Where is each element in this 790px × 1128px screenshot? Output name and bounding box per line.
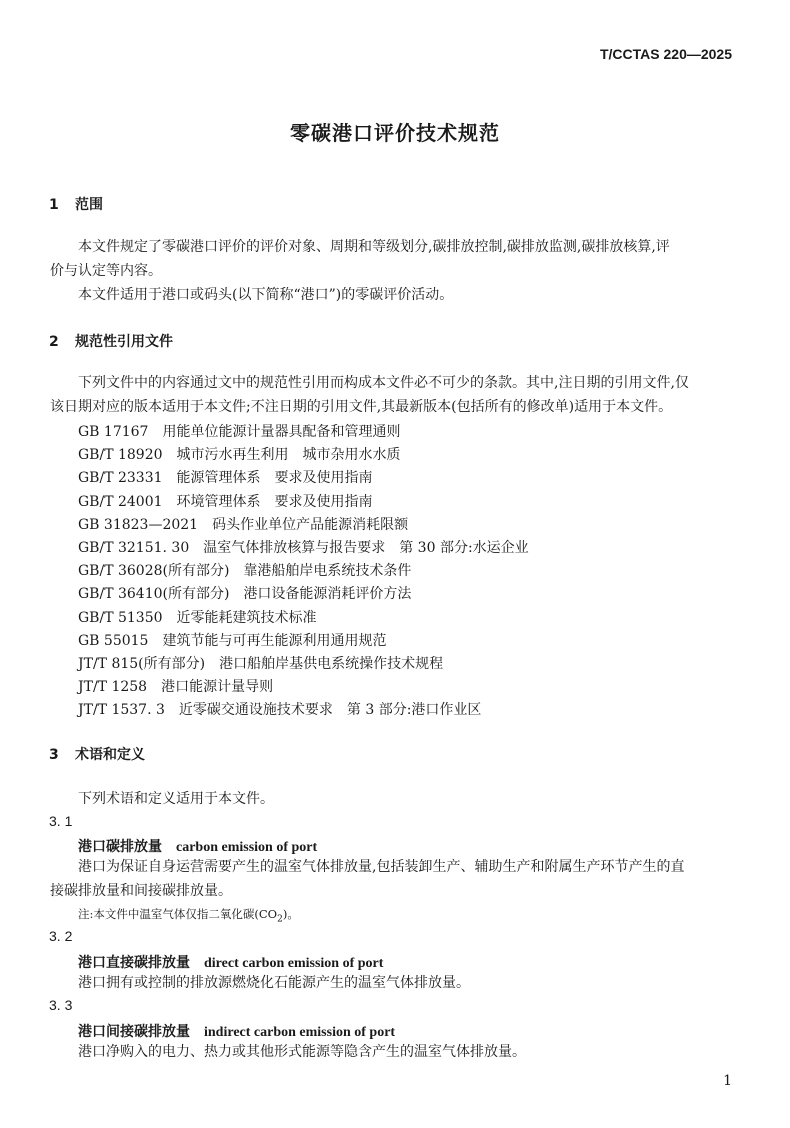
term-number: 3. 2 xyxy=(49,928,73,944)
reference-item xyxy=(78,467,373,487)
reference-code: JT/T 1258 xyxy=(78,679,148,696)
document-code: T/CCTAS 220—2025 xyxy=(599,46,732,62)
definition-line: 接碳排放量和间接碳排放量。 xyxy=(50,883,232,899)
reference-title: 建筑节能与可再生能源利用通用规范 xyxy=(162,632,387,649)
reference-item xyxy=(78,607,317,627)
paragraph-line: 本文件适用于港口或码头(以下简称“港口”)的零碳评价活动。 xyxy=(78,287,454,303)
reference-item xyxy=(78,583,411,603)
paragraph-line: 本文件规定了零碳港口评价的评价对象、周期和等级划分,碳排放控制,碳排放监测,碳排放核算,评 xyxy=(78,239,670,255)
note-text-end: )。 xyxy=(282,907,299,921)
term-en: carbon emission of port xyxy=(176,840,318,855)
reference-item xyxy=(78,537,529,557)
paragraph-line: 下列文件中的内容通过文中的规范性引用而构成本文件必不可少的条款。其中,注日期的引用文件,仅 xyxy=(78,375,689,391)
term-number: 3. 3 xyxy=(49,997,73,1013)
reference-code: GB/T 18920 xyxy=(78,447,163,464)
section-title: 范围 xyxy=(75,197,103,213)
term-en: direct carbon emission of port xyxy=(204,956,384,971)
section-3-heading xyxy=(49,744,145,764)
page-title: 零碳港口评价技术规范 xyxy=(290,121,500,145)
reference-title: 靠港船舶岸电系统技术条件 xyxy=(243,563,412,580)
reference-title: 用能单位能源计量器具配备和管理通则 xyxy=(162,424,401,440)
section-title: 规范性引用文件 xyxy=(75,334,173,350)
reference-code: GB 31823—2021 xyxy=(78,516,199,533)
term-heading xyxy=(78,952,383,972)
section-title: 术语和定义 xyxy=(75,747,145,763)
reference-title: 能源管理体系 要求及使用指南 xyxy=(176,470,373,487)
term-zh: 港口直接碳排放量 xyxy=(78,955,190,971)
reference-title: 港口能源计量导则 xyxy=(161,679,274,696)
reference-title: 港口船舶岸基供电系统操作技术规程 xyxy=(219,656,444,672)
reference-code: GB/T 23331 xyxy=(78,470,163,487)
term-zh: 港口间接碳排放量 xyxy=(78,1024,190,1040)
section-number: 2 xyxy=(49,334,59,350)
term-en: indirect carbon emission of port xyxy=(204,1025,396,1040)
reference-item xyxy=(78,421,400,441)
reference-item xyxy=(78,630,386,650)
reference-item xyxy=(78,699,481,719)
reference-code: GB/T 36028(所有部分) xyxy=(78,563,230,580)
reference-code: JT/T 1537. 3 xyxy=(78,702,165,719)
reference-code: GB/T 51350 xyxy=(78,609,163,626)
reference-code: GB/T 32151. 30 xyxy=(78,540,190,556)
paragraph-line: 该日期对应的版本适用于本文件;不注日期的引用文件,其最新版本(包括所有的修改单)适用于本文件。 xyxy=(50,399,673,415)
term-zh: 港口碳排放量 xyxy=(78,839,162,855)
reference-title: 近零碳交通设施技术要求 第 3 部分:港口作业区 xyxy=(178,702,482,719)
section-number: 1 xyxy=(49,197,59,213)
page-number: 1 xyxy=(723,1073,732,1089)
definition-line: 港口净购入的电力、热力或其他形式能源等隐含产生的温室气体排放量。 xyxy=(78,1044,526,1060)
paragraph-line: 下列术语和定义适用于本文件。 xyxy=(78,791,274,807)
note-text: 注:本文件中温室气体仅指二氧化碳(CO xyxy=(78,907,278,921)
definition-line: 港口拥有或控制的排放源燃烧化石能源产生的温室气体排放量。 xyxy=(78,975,470,991)
reference-title: 近零能耗建筑技术标准 xyxy=(176,609,317,626)
paragraph-line: 价与认定等内容。 xyxy=(50,263,162,279)
reference-item xyxy=(78,444,401,464)
section-1-heading xyxy=(49,194,103,214)
reference-title: 码头作业单位产品能源消耗限额 xyxy=(212,516,409,533)
term-heading xyxy=(78,1021,395,1041)
section-number: 3 xyxy=(49,747,59,763)
reference-code: GB/T 36410(所有部分) xyxy=(78,586,230,603)
reference-item xyxy=(78,491,373,511)
reference-title: 城市污水再生利用 城市杂用水水质 xyxy=(176,447,401,464)
note-subscript: 2 xyxy=(277,914,283,925)
term-heading xyxy=(78,836,317,856)
reference-item xyxy=(78,676,273,696)
reference-code: GB 17167 xyxy=(78,424,149,440)
term-note xyxy=(78,906,299,924)
reference-item xyxy=(78,653,443,673)
reference-item xyxy=(78,514,408,534)
term-number: 3. 1 xyxy=(49,813,73,829)
reference-title: 港口设备能源消耗评价方法 xyxy=(243,586,412,603)
reference-title: 温室气体排放核算与报告要求 第 30 部分:水运企业 xyxy=(203,540,529,556)
reference-item xyxy=(78,560,411,580)
reference-code: JT/T 815(所有部分) xyxy=(78,656,206,672)
definition-line: 港口为保证自身运营需要产生的温室气体排放量,包括装卸生产、辅助生产和附属生产环节产生的直 xyxy=(78,859,685,875)
section-2-heading xyxy=(49,331,173,351)
reference-title: 环境管理体系 要求及使用指南 xyxy=(176,493,373,510)
reference-code: GB/T 24001 xyxy=(78,493,163,510)
reference-code: GB 55015 xyxy=(78,632,149,649)
